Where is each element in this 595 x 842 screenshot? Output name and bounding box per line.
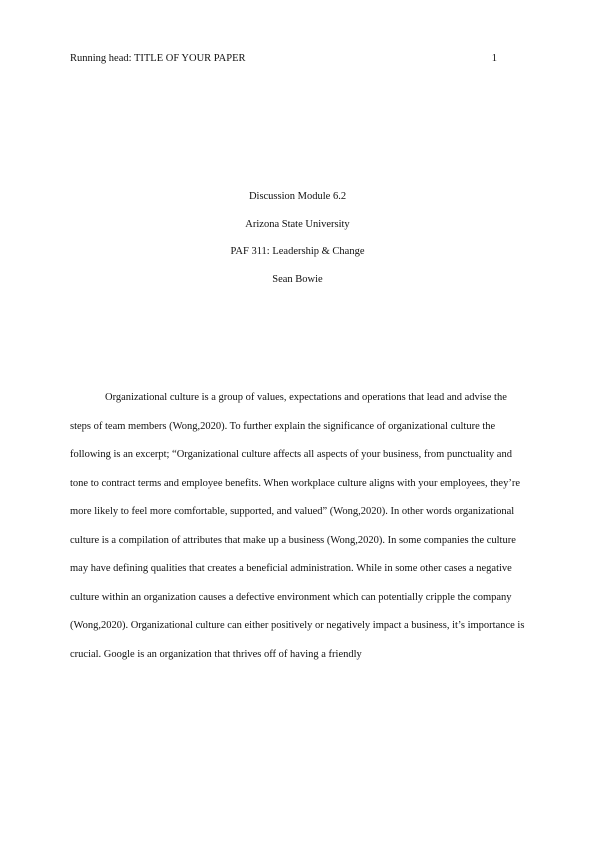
title-block	[0, 190, 595, 300]
author-name: Sean Bowie	[272, 273, 323, 285]
page-number: 1	[491, 53, 497, 64]
course-name: PAF 311: Leadership & Change	[230, 246, 365, 257]
body-paragraph: Organizational culture is a group of values, expectations and operations that lead and advise the steps of team members (Wong,2020). To further explain the significance of organizational culture the following is an excerpt; “Organizational culture affects all aspects of your business, from punctuality and tone to contract terms and employee benefits. When workplace culture aligns with your employees, they’re more likely to feel more comfortable, supported, and valued” (Wong,2020). In other words organizational culture is a compilation of attributes that make up a business (Wong,2020). In some companies the culture may have defining qualities that creates a beneficial administration. While in some other cases a negative culture within an organization causes a defective environment which can potentially cripple the company (Wong,2020). Organizational culture can either positively or negatively impact a business, it’s importance is crucial. Google is an organization that thrives off of having a friendly	[70, 392, 525, 660]
running-head: Running head: TITLE OF YOUR PAPER	[70, 53, 246, 64]
institution-name: Arizona State University	[245, 218, 350, 230]
page-header	[70, 52, 497, 66]
paper-title: Discussion Module 6.2	[248, 191, 347, 202]
